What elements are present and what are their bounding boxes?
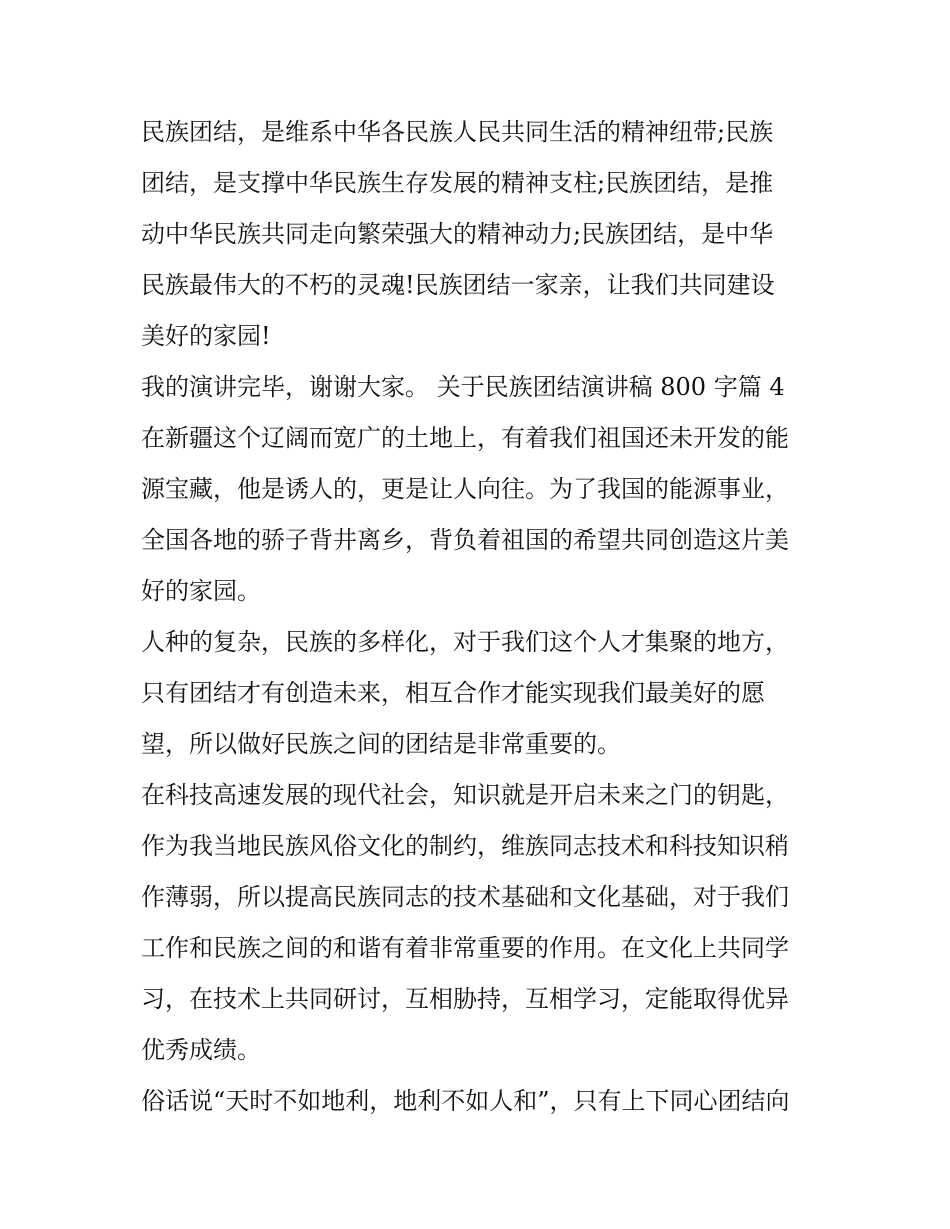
text-line: 俗话说“天时不如地利，地利不如人和”，只有上下同心团结向 [141, 1087, 790, 1115]
text-line: 美好的家园! [141, 322, 271, 350]
text-line: 望，所以做好民族之间的团结是非常重要的。 [141, 730, 621, 758]
text-line: 我的演讲完毕，谢谢大家。 关于民族团结演讲稿 800 字篇 4 [141, 373, 785, 401]
text-line: 人种的复杂，民族的多样化，对于我们这个人才集聚的地方， [141, 628, 789, 656]
text-line: 全国各地的骄子背井离乡，背负着祖国的希望共同创造这片美 [141, 526, 789, 554]
text-line: 源宝藏，他是诱人的，更是让人向往。为了我国的能源事业， [141, 475, 789, 503]
text-line: 作为我当地民族风俗文化的制约，维族同志技术和科技知识稍 [141, 832, 789, 860]
text-line: 在科技高速发展的现代社会，知识就是开启未来之门的钥匙， [141, 781, 789, 809]
text-line: 在新疆这个辽阔而宽广的土地上，有着我们祖国还未开发的能 [141, 424, 789, 452]
text-line: 民族团结，是维系中华各民族人民共同生活的精神纽带;民族 [141, 118, 774, 146]
text-line: 工作和民族之间的和谐有着非常重要的作用。在文化上共同学 [141, 934, 789, 962]
text-line: 好的家园。 [141, 577, 261, 605]
text-line: 习，在技术上共同研讨，互相胁持，互相学习，定能取得优异 [141, 985, 789, 1013]
text-line: 民族最伟大的不朽的灵魂!民族团结一家亲，让我们共同建设 [141, 271, 775, 299]
text-line: 动中华民族共同走向繁荣强大的精神动力;民族团结，是中华 [141, 220, 774, 248]
text-line: 优秀成绩。 [141, 1036, 261, 1064]
text-line: 作薄弱，所以提高民族同志的技术基础和文化基础，对于我们 [141, 883, 789, 911]
text-line: 团结，是支撑中华民族生存发展的精神支柱;民族团结，是推 [141, 169, 774, 197]
document-body [141, 107, 821, 1127]
text-line: 只有团结才有创造未来，相互合作才能实现我们最美好的愿 [141, 679, 765, 707]
